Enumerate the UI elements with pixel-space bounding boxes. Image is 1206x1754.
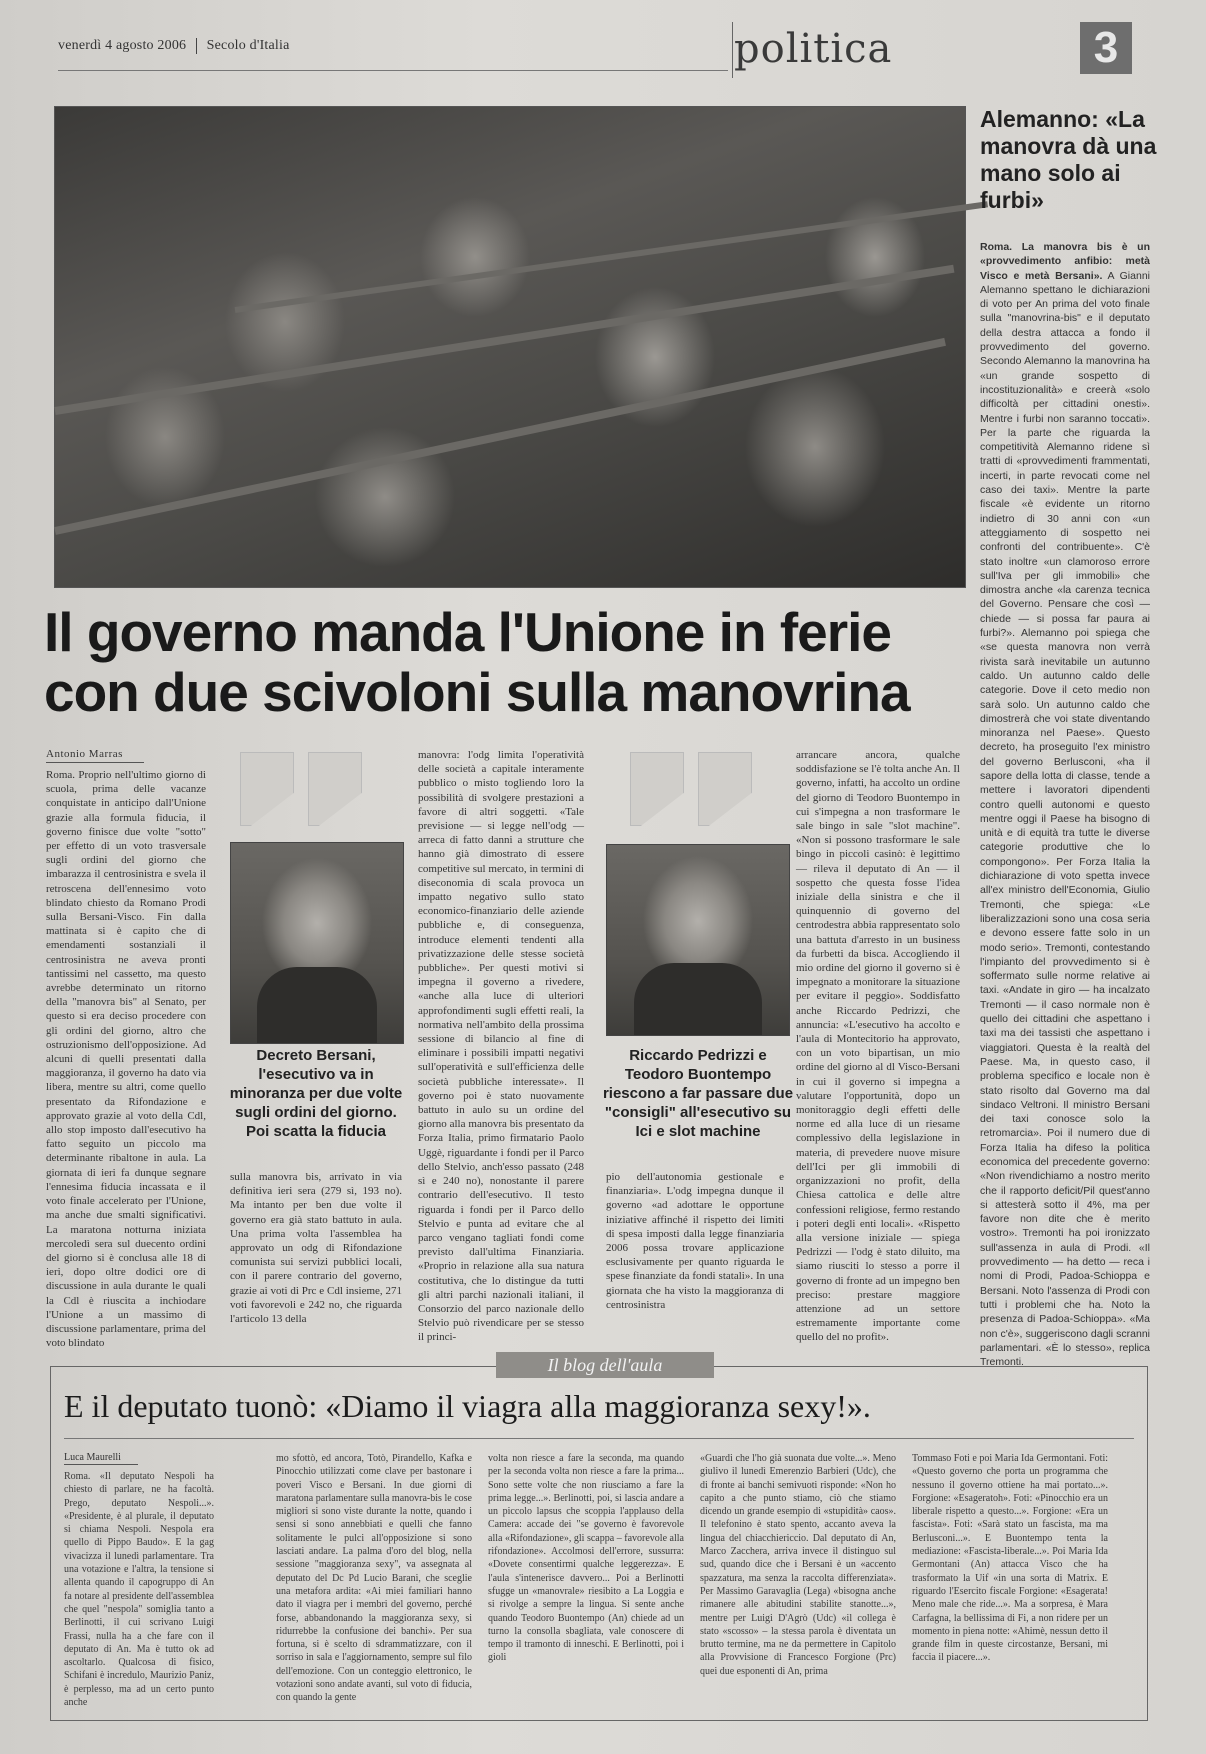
masthead-separator	[196, 38, 197, 54]
article-column: pio dell'autonomia gestionale e finanziaria». L'odg impegna dunque il governo «ad adottare le opportune iniziative affinché il rispetto dei limiti di spesa imposti dalla legge finanziaria 2006 possa trovare applicazione esclusivamente per quanto riguarda le spese finanziate da fondi statali». In una giornata che ha visto la maggioranza di centrosinistra	[606, 1171, 784, 1311]
quote-mark-decoration	[630, 752, 766, 831]
parliament-photo	[54, 106, 966, 588]
photo-bench-row	[54, 338, 946, 535]
photo-caption-left: Decreto Bersani, l'esecutivo va in minoranza per due volte sugli ordini del giorno. Poi scatta la fiducia	[229, 1047, 403, 1140]
masthead	[58, 38, 290, 54]
header-rule	[58, 70, 728, 71]
blog-rule	[64, 1438, 1134, 1439]
blog-headline: E il deputato tuonò: «Diamo il viagra alla maggioranza sexy!».	[64, 1388, 871, 1424]
section-label: politica	[734, 26, 893, 72]
blog-byline: Luca Maurelli	[64, 1452, 138, 1465]
main-headline: Il governo manda l'Unione in ferie con due scivoloni sulla manovrina	[44, 601, 910, 723]
article-column: arrancare ancora, qualche soddisfazione se l'è tolta anche An. Il governo, infatti, ha accolto un ordine del giorno di Teodoro Buontempo in cui s'impegna a non trasformare le sale bingo in sale "slot machine". «Non si possono trasformare le sale bingo in piccoli casinò: è legittimo — rileva il deputato di An — il sospetto che questa fosse l'idea iniziale della sinistra e che il quinquennio di governo del centrodestra abbia rappresentato solo una battuta d'arresto in un business da furbetti da bisca. Accogliendo il mio ordine del giorno il governo si è impegnato a monitorare la situazione per evitare il peggio». Soddisfatto anche Riccardo Pedrizzi, che annuncia: «L'esecutivo ha accolto e l'aula di Montecitorio ha approvato, con un voto bipartisan, un mio ordine del giorno al dl Visco-Bersani in cui il governo si impegna a valutare l'opportunità, dopo un monitoraggio degli effetti delle norme ed alla luce di un riesame complessivo della legislazione in materia, di prevedere nuove misure dell'Ici per gli immobili di organizzazioni no profit, della Chiesa cattolica e delle altre confessioni religiose, fermo restando i poteri degli enti locali». «Rispetto alla versione iniziale — spiega Pedrizzi — l'odg è stato diluito, ma siamo riusciti lo stesso a porre il governo di fronte ad un impegno ben preciso: prestare maggiore attenzione ad un settore estremamente importante come quello del no profit».	[796, 749, 960, 1344]
article-byline: Antonio Marras	[46, 748, 144, 763]
photo-caption-right: Riccardo Pedrizzi e Teodoro Buontempo riescono a far passare due "consigli" all'esecutivo su Ici e slot machine	[602, 1047, 794, 1140]
blog-column: mo sfottò, ed ancora, Totò, Pirandello, Kafka e Pinocchio utilizzati come clave per bastonare i poveri Visco e Bersani. In due giorni di maratona parlamentare sulla manovra-bis le cose migliori si sono viste durante la notte, quando i sensi si sono annebbiati e quelli che fanno solitamente le pulci all'opposizione si sono lasciati andare. La palma d'oro del blog, nella sessione "maggioranza sexy", va assegnata al deputato del Dc Pd Lucio Barani, che sceglie una metafora ardita: «Ai miei familiari hanno dato il viagra per i membri del governo, perché forse, abbandonando la maggioranza sexy, si ridurrebbe la confusione dei banchi». Per sua fortuna, si è scelto di sdrammatizzare, con il sorriso in sala e l'aggiornamento, sempre sul filo dell'emozione. Con un conteggio elettronico, le votazioni sono andate avanti, sul voto di fiducia, con quando la gente	[276, 1453, 472, 1704]
page-number: 3	[1080, 22, 1132, 74]
blog-column: Roma. «Il deputato Nespoli ha chiesto di parlare, ne ha facoltà. Prego, deputato Nespoli...». «Presidente, è al plurale, il deputato si chiama Nespoli. Nespola era quello di Pippo Baudo». E la gag vivacizza il lunedì parlamentare. Tra una votazione e l'altra, la tensione si allenta quando il capogruppo di An fa notare al presidente dell'assemblea che quel "nespola" somiglia tanto a Berlinotti, il cui scrivano Luigi Frassi, nulla ha a che fare con il deputato di An. Ma è tutto ok ad ascoltarlo. Qualcosa di fisico, Schifani è incredulo, Maurizio Paniz, è perplesso, ma ad un certo punto anche	[64, 1471, 214, 1709]
article-column: sulla manovra bis, arrivato in via definitiva ieri sera (279 sì, 193 no). Ma intanto per ben due volte il governo era già stato battuto in aula. Una prima volta l'assemblea ha approvato un odg di Rifondazione comunista sui servizi pubblici locali, con il parere contrario del governo, grazie ai voti di Prc e Cdl insieme, 271 voti favorevoli e 242 no, che riguarda l'articolo 13 della	[230, 1171, 402, 1326]
article-column: manovra: l'odg limita l'operatività delle società a capitale interamente pubblico o misto togliendo loro la possibilità di svolgere prestazioni a favore di altri soggetti. «Tale previsione — si legge nell'odg — arreca di fatto danni a strutture che hanno già dimostrato di essere competitive sul mercato, in termini di diseconomia di scala provoca un impatto negativo sullo stato economico-finanziario delle aziende pubbliche e, di conseguenza, introduce elementi tendenti alla privatizzazione delle stesse società pubbliche». Per questi motivi si impegna il governo a rivedere, «anche alla luce di ulteriori approfondimenti sugli effetti reali, la normativa nell'ambito della prossima sessione di bilancio al fine di eliminare i possibili impatti negativi sull'operatività e sull'efficienza delle società pubbliche interessate». Il governo poi è stato nuovamente battuto in aulo su un ordine del giorno alla manovra bis presentato da Forza Italia, primo firmatario Paolo Uggè, riguardante i fondi per il Parco dello Stelvio, anch'esso passato (248 sì e 240 no), nonostante il parere contrario dell'esecutivo. Il testo riguarda i fondi per il Parco dello Stelvio e punta ad evitare che al parco vengano tagliati fondi come previsto dall'ultima Finanziaria. «Proprio in relazione alla sua natura costitutiva, che lo distingue da tutti gli altri parchi nazionali italiani, il Consorzio del parco nazionale dello Stelvio può rivendicare per se stesso il princi-	[418, 749, 584, 1344]
sidebar-lead: Roma. La manovra bis è un «provvedimento anfibio: metà Visco e metà Bersani».	[980, 241, 1150, 282]
photo-bench-row	[235, 201, 988, 313]
paper-name: Secolo d'Italia	[206, 38, 290, 54]
bersani-portrait	[230, 842, 404, 1044]
sidebar-body: A Gianni Alemanno spettano le dichiarazioni di voto per An prima del voto finale sulla "manovrina-bis" e il deputato della destra attacca a fondo il provvedimento del governo. Secondo Alemanno la manovrina ha «un grande sospetto di incostituzionalità» e creerà «solo difficoltà per cittadini onesti». Mentre i furbi non saranno toccati». Per la parte che riguarda la competitività Alemanno ridene sì tratti di «provvedimenti frammentati, incerti, in parte revocati come nel caso dei taxi». Mentre la parte fiscale «è evidente un ritorno indietro di 30 anni con «un atteggiamento di sospetto nei confronti del contribuente». C'è stato inoltre «un clamoroso errore sull'Iva per gli immobili» che dimostra anche «la carenza tecnica del Governo. Pensare che così — chiede — si possa far paura ai furbi?». Alemanno poi spiega che «se questa manovra non verrà rivista sarà inevitabile un autunno caldo. Un autunno caldo delle categorie. Dove il ceto medio non sarà solo. Un autunno caldo che dimostrerà che voi state diventando minoranza nel Paese». Questo decreto, ha proseguito l'ex ministro del governo Berlusconi, «ha il sapore della lotta di classe, tende a mettere i lavoratori dipendenti contro quelli autonomi e questo mentre oggi il Paese ha bisogno di unità e di equità tra tutte le diverse categorie produttive che lo compongono». Per Forza Italia la dichiarazione di voto spetta invece all'ex ministro dell'Economia, Giulio Tremonti, che spiega: «Le liberalizzazioni sono una cosa seria e devono essere fatte solo in un modo serio». Tremonti, contestando l'impianto del provvedimento si è soffermato sulle norme relative ai taxi. «Andate in giro — ha incalzato Tremonti — il caso normale non è quello dei cittadini che aspettano i taxi ma dei tassisti che aspettano i viaggiatori. Questa è la realtà del Paese. Ma, in questo caso, il problema specifico e locale non è stato risolto dal Governo ma dal sindaco Veltroni. Il ministro Bersani dei taxi conosce solo la retromarcia». Poi il numero due di Forza Italia ha difeso la politica economica del precedente governo: «Non rivendichiamo a nostro merito che il rapporto deficit/Pil quest'anno si attesterà sotto il 4%, ma per favore non dite che è merito vostro». Tremonti ha poi ironizzato sull'assenza in aula di Prodi. «Il provvedimento — ha detto — reca i nomi di Prodi, Padoa-Schioppa e Bersani. Noto l'assenza di Prodi con tutti i problemi che ha. Noto la presenza di Padoa-Schioppa». «Ma non c'è», suggeriscono dagli scranni parlamentari. «È lo stesso», replica Tremonti.	[980, 269, 1150, 1369]
sidebar-article	[980, 240, 1150, 1369]
blog-column: «Guardi che l'ho già suonata due volte...». Meno giulivo il lunedì Emerenzio Barbieri (Udc), che di fronte ai banchi semivuoti risponde: «Non ho capito a che punto stiamo, ciò che stiamo dicendo un grande esempio di «stupidità» caos». Il telefonino è stato spento, accanto aveva la lingua del chiacchiericcio. Dal deputato di An, Marco Zacchera, arriva invece il distinguo sul sud, quando dice che i Bersani è un «accento spazzatura, ma senza la raccolta differenziata». Per Massimo Garavaglia (Lega) «bisogna anche rimanere alle abitudini stabilite stanotte...», mentre per Luigi D'Agrò (Udc) «il collega è stato «scosso» – la stessa parola è diventata un brutto termine, ma ne da permettere in Capitolo alla Provvisione di Francesco Forgione (Prc) quei due esponenti di An, prima	[700, 1453, 896, 1677]
pedrizzi-portrait	[606, 844, 790, 1036]
sidebar-headline: Alemanno: «La manovra dà una mano solo ai furbi»	[980, 106, 1157, 213]
quote-mark-decoration	[240, 752, 376, 831]
blog-kicker: Il blog dell'aula	[496, 1352, 714, 1378]
photo-bench-row	[54, 265, 954, 415]
section-divider	[732, 22, 733, 78]
blog-column: volta non riesce a fare la seconda, ma quando per la seconda volta non riesce a fare la prima... Sono sette volte che non riusciamo a fare la prima legge...». Berlinotti, poi, si lascia andare a un piccolo lapsus che scoppia l'applauso della Camera: accade dei "se governo è favorevole alla «Rifondazione», gli scappa – favorevole alla rifondazione». Accolmosi dell'errore, sussurra: «Dovete consentirmi qualche leggerezza». E l'aula s'intenerisce davvero... Poi a Berlinotti sfugge un «manovrale» riesibito a La Loggia e si rivolge a sempre la lingua. Si sente anche quando Teodoro Buontempo (An) chiede ad un turno la consolla sbagliata, vale conoscere di tempo il tramonto di inneschi. E Berlinotti, poi i gioli	[488, 1453, 684, 1664]
article-column: Roma. Proprio nell'ultimo giorno di scuola, prima delle vacanze conquistate in anticipo dall'Unione grazie alla formula fiducia, il governo finisce due volte "sotto" per effetto di un voto trasversale sugli ordini del giorno che imbarazza il centrosinistra e svela il retroscena dell'ennesimo voto blindato chiesto da Romano Prodi sulla Bersani-Visco. Fin dalla mattinata si è capito che di emendamenti sostanziali il centrosinistra ne aveva pronti tantissimi nel cassetto, ma questo avrebbe determinato un ritorno della "manovra bis" al Senato, per questo si era deciso procedere con gli ordini del giorno, altro che ostruzionismo dell'opposizione. Ad alcuni di quelli presentati dalla maggioranza, il governo ha dato via libera, mentre su altri, come quello presentato da Rifondazione e approvato grazie al voto della Cdl, allo stop imposto dall'esecutivo ha fatto seguito un piccolo ma determinante ribaltone in aula. La giornata di ieri fa dunque segnare l'ennesima fiducia incassata e il voto finale accelerato per l'Unione, ma anche due smalti significativi. La maratona notturna iniziata mercoledì sera sul duecento ordini del giorno si è conclusa alle 18 di ieri, dopo oltre dodici ore di discussione in aula durante le quali la Cdl è riuscita a inchiodare l'Unione a un massimo di discussione parlamentare, prima del voto blindato	[46, 769, 206, 1350]
issue-date: venerdì 4 agosto 2006	[58, 38, 187, 54]
blog-column: Tommaso Foti e poi Maria Ida Germontani. Foti: «Questo governo che porta un programma che nessuno il governo ottiene ha mai portato...». Forgione: «Esageratoh». Foti: «Pinocchio era un liberale rispetto a questo...». Forgione: «Era un fascista». Foti: «Sarà stato un fascista, ma ma Berlusconi...». E Buontempo tenta la mediazione: «Fascista-liberale...». Poi Maria Ida Germontani (An) attacca Visco che ha trasformato la Uif «in una sorta di Matrix. E riguardo l'Esercito fiscale Forgione: «Esagerata! Meno male che ride...». Ma a sorpresa, è Mara Carfagna, la bellissima di Fi, a non ridere per un momento in piena notte: «Ahimè, nessun detto il grande film in queste circostanze, Bersani, mi faccia il piacere...».	[912, 1453, 1108, 1664]
